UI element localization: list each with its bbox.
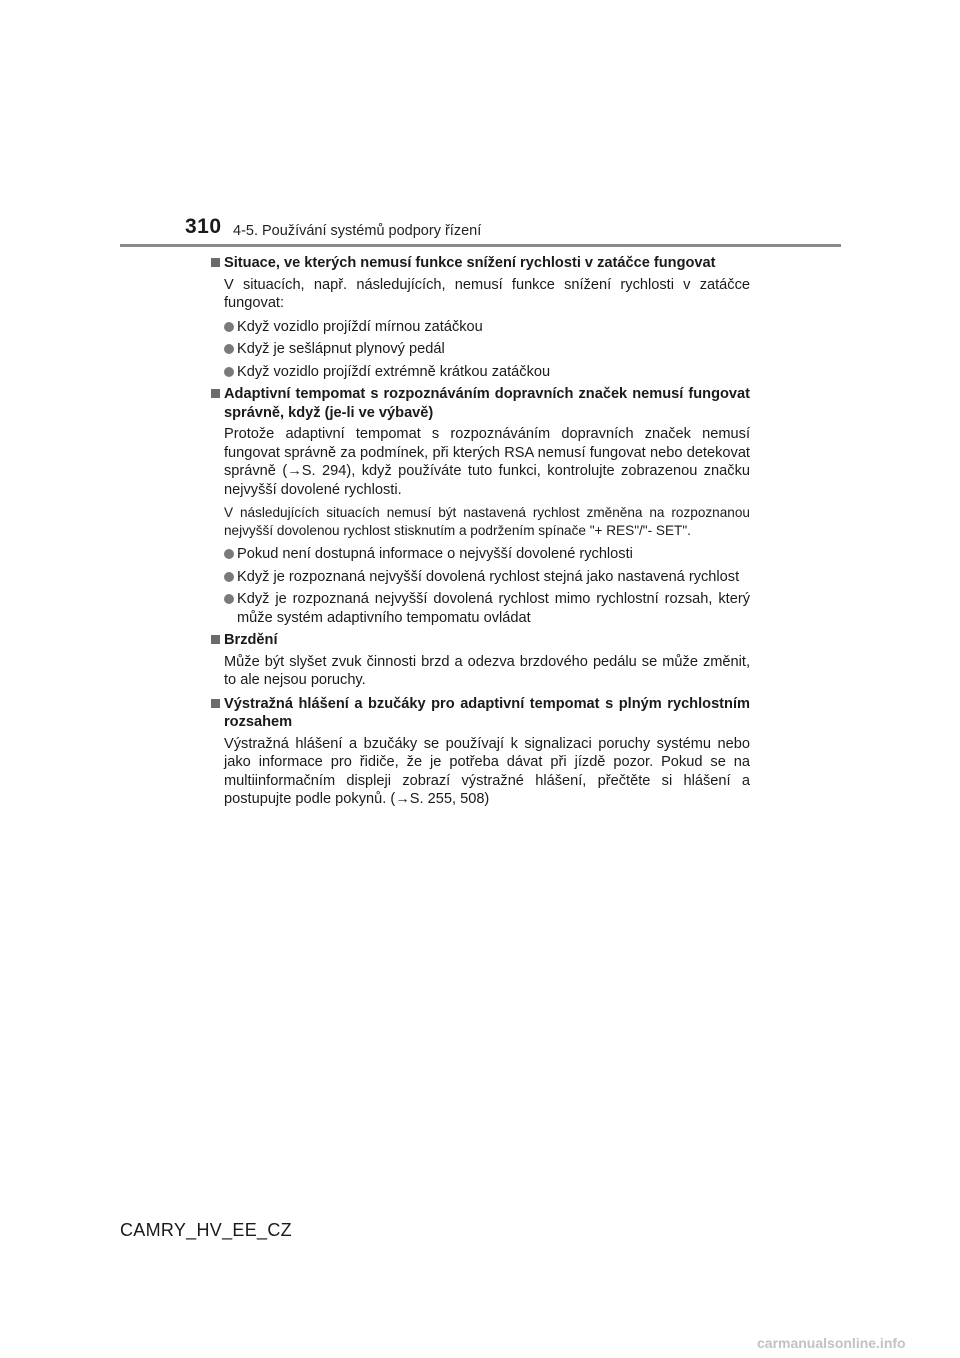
watermark: carmanualsonline.info: [757, 1335, 906, 1351]
heading-text: Situace, ve kterých nemusí funkce snížení rychlosti v zatáčce fungovat: [224, 255, 716, 271]
section-title: 4-5. Používání systémů podpory řízení: [233, 223, 482, 239]
list-item-text: Když je rozpoznaná nejvyšší dovolená rychlost stejná jako nastavená rychlost: [237, 568, 740, 585]
paragraph: V situacích, např. následujících, nemusí funkce snížení rychlosti v zatáčce fungovat:: [224, 276, 750, 311]
section-heading: [211, 385, 750, 422]
page-content: [211, 254, 750, 814]
section-heading: [211, 695, 750, 732]
list-item: [224, 318, 750, 337]
paragraph: Může být slyšet zvuk činnosti brzd a odezva brzdového pedálu se může změnit, to ale nejsou poruchy.: [224, 653, 750, 688]
model-code: CAMRY_HV_EE_CZ: [120, 1220, 292, 1240]
square-bullet-icon: [211, 389, 220, 398]
list-item-text: Když vozidlo projíždí mírnou zatáčkou: [237, 318, 483, 335]
paragraph: Výstražná hlášení a bzučáky se používají k signalizaci poruchy systému nebo jako informace pro řidiče, že je potřeba dávat při jízdě pozor. Pokud se na multiinformačním displeji zobrazí výstražné hlášení, přečtěte si hlášení a postupujte podle pokynů. (→S. 255, 508): [224, 735, 750, 807]
header-divider: [120, 244, 841, 247]
paragraph: V následujících situacích nemusí být nastavená rychlost změněna na rozpoznanou nejvyšší dovolenou rychlost stisknutím a podržením spínače "+ RES"/"- SET".: [224, 505, 750, 538]
circle-bullet-icon: [224, 594, 234, 604]
list-item: [224, 340, 750, 359]
circle-bullet-icon: [224, 367, 234, 377]
list-item-text: Když vozidlo projíždí extrémně krátkou zatáčkou: [237, 363, 551, 380]
circle-bullet-icon: [224, 549, 234, 559]
list-item: [224, 568, 750, 587]
heading-text: Výstražná hlášení a bzučáky pro adaptivní tempomat s plným rychlostním rozsahem: [224, 695, 750, 730]
list-item-text: Když je rozpoznaná nejvyšší dovolená rychlost mimo rychlostní rozsah, který může systém adaptivního tempomatu ovládat: [237, 591, 750, 626]
section-heading: [211, 254, 750, 273]
circle-bullet-icon: [224, 322, 234, 332]
square-bullet-icon: [211, 258, 220, 267]
square-bullet-icon: [211, 699, 220, 708]
list-item: [224, 363, 750, 382]
list-item-text: Pokud není dostupná informace o nejvyšší dovolené rychlosti: [237, 546, 633, 562]
heading-text: Adaptivní tempomat s rozpoznáváním dopravních značek nemusí fungovat správně, když (je-li ve výbavě): [224, 386, 750, 421]
list-item: [224, 590, 750, 627]
list-item: [224, 545, 750, 564]
circle-bullet-icon: [224, 572, 234, 582]
paragraph: Protože adaptivní tempomat s rozpoznáváním dopravních značek nemusí fungovat správně za podmínek, při kterých RSA nemusí fungovat nebo detekovat správně (→S. 294), když používáte tuto funkci, kontrolujte zobrazenou značku nejvyšší dovolené rychlosti.: [224, 426, 750, 498]
circle-bullet-icon: [224, 344, 234, 354]
section-heading: [211, 631, 750, 650]
square-bullet-icon: [211, 635, 220, 644]
page-number: 310: [185, 215, 222, 238]
heading-text: Brzdění: [224, 632, 278, 648]
list-item-text: Když je sešlápnut plynový pedál: [237, 341, 445, 357]
